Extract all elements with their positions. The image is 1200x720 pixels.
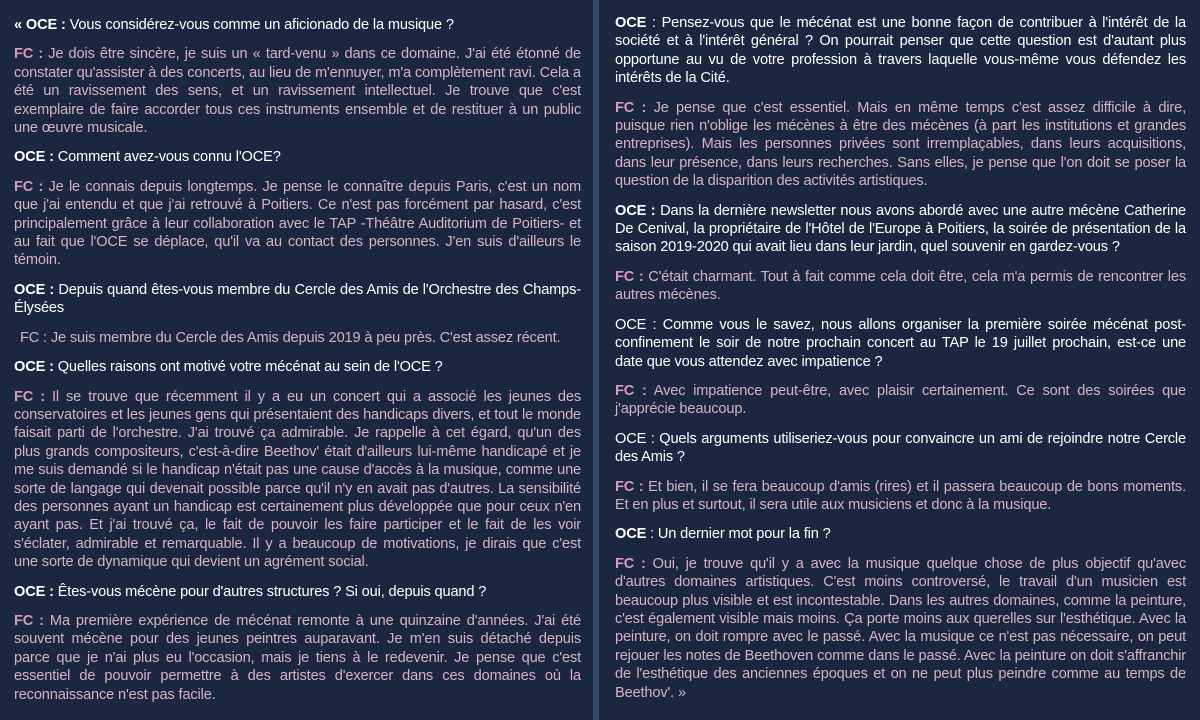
question-paragraph: [14, 148, 581, 166]
question-paragraph: [14, 281, 581, 318]
answer-paragraph: [615, 555, 1186, 702]
speaker-label: OCE :: [14, 281, 55, 298]
answer-text: Je le connais depuis longtemps. Je pense le connaître depuis Paris, c'est un nom que j'ai entendu et que j'ai retrouvé à Poitiers. Ce n'est pas forcément par hasard, c'est principalement grâce à leur collaboration avec le TAP -Théâtre Auditorium de Poitiers- et au fait que l'OCE se déplace, qu'il va au contact des personnes. J'en suis d'ailleurs le témoin.: [14, 178, 581, 269]
answer-text: Oui, je trouve qu'il y a avec la musique quelque chose de plus objectif qu'avec d'autres domaines artistiques. C'est moins controversé, le travail d'un musicien est beaucoup plus visible et est incontestable. Dans les autres domaines, comme la peinture, c'est également visible mais moins. Ça porte moins aux querelles sur l'esthétique. Avec la peinture, on doit rompre avec le passé. Avec la musique ce n'est pas nécessaire, on peut rejouer les notes de Beethoven comme dans le passé. Avec la peinture on doit s'affranchir de l'esthétique des anciennes époques et on ne peut plus peindre comme au temps de Beethov'. »: [615, 555, 1186, 701]
answer-paragraph: [14, 45, 581, 137]
answer-paragraph: [615, 382, 1186, 419]
answer-paragraph: [615, 99, 1186, 191]
question-text: : Un dernier mot pour la fin ?: [646, 526, 831, 543]
question-text: Depuis quand êtes-vous membre du Cercle des Amis de l'Orchestre des Champs- Élysées: [14, 281, 581, 317]
speaker-label: OCE: [615, 15, 647, 31]
answer-text: FC : Je suis membre du Cercle des Amis depuis 2019 à peu près. C'est assez récent.: [20, 329, 561, 346]
question-paragraph: [14, 358, 581, 376]
question-paragraph: [14, 583, 581, 601]
question-paragraph: [615, 525, 1186, 543]
speaker-label: FC :: [14, 46, 44, 63]
speaker-label: OCE :: [14, 359, 54, 376]
answer-text: Il se trouve que récemment il y a eu un concert qui a associé les jeunes des conservatoires et les jeunes gens qui présentaient des handicaps divers, et tout le monde faisait parti de l'orchestre. J'ai trouvé ça admirable. Je rappelle à cet égard, qu'un des plus grands compositeurs, c'est-à-dire Beethov' était d'ailleurs lui-même handicapé et je me suis demandé si le handicap n'était pas une cause d'accès à la musique, comme une sorte de langage qui devenait possible parce qu'il n'y en avait pas d'autres. La sensibilité des personnes ayant un handicap est certainement plus développée que pour ceux n'en ayant pas. Et j'ai trouvé ça, le fait de pouvoir les faire participer et le fait de les voir s'éclater, admirable et remarquable. Il y a beaucoup de motivations, je dirais que c'est une sorte de dynamique qui devient un agrément social.: [14, 388, 581, 571]
speaker-label: FC :: [14, 388, 45, 405]
answer-text: Et bien, il se fera beaucoup d'amis (rires) et il passera beaucoup de bons moments. Et en plus et surtout, il sera utile aux musiciens et donc à la musique.: [615, 478, 1186, 513]
answer-paragraph: [14, 178, 581, 270]
speaker-label: FC :: [615, 268, 644, 285]
question-text: Êtes-vous mécène pour d'autres structures ? Si oui, depuis quand ?: [53, 583, 487, 600]
question-paragraph: [14, 16, 581, 34]
question-text: OCE : Quels arguments utiliseriez-vous pour convaincre un ami de rejoindre notre Cercle des Amis ?: [615, 430, 1186, 466]
speaker-label: FC :: [615, 99, 647, 116]
answer-paragraph: [615, 268, 1186, 305]
question-paragraph: [615, 316, 1186, 371]
speaker-label: OCE :: [615, 202, 656, 219]
question-paragraph: [615, 202, 1186, 257]
answer-text: Ma première expérience de mécénat remonte à une quinzaine d'années. J'ai été souvent mécène pour des jeunes peintres auparavant. Je m'en suis détaché depuis parce que je n'ai plus eu l'occasion, mais je tiens à le redevenir. Je pense que c'est essentiel de pouvoir permettre à des artistes d'exercer dans ces domaines où la reconnaissance n'est pas facile.: [14, 612, 582, 703]
answer-text: Avec impatience peut-être, avec plaisir certainement. Ce sont des soirées que j'apprécie beaucoup.: [615, 382, 1186, 418]
speaker-label: OCE :: [14, 149, 54, 166]
speaker-label: FC :: [615, 478, 644, 495]
speaker-label: OCE: [615, 526, 647, 543]
question-paragraph: [615, 14, 1186, 88]
answer-text: Je dois être sincère, je suis un « tard-venu » dans ce domaine. J'ai été étonné de constater qu'assister à des concerts, au lieu de m'ennuyer, m'a complètement ravi. Cela a été un ravissement des sens, et un ravissement intellectuel. Je trouve que c'est exemplaire de faire accorder tous ces instruments ensemble et de restituer à un public une œuvre musicale.: [14, 46, 581, 137]
speaker-label: FC :: [14, 178, 44, 195]
question-text: OCE : Comme vous le savez, nous allons organiser la première soirée mécénat post- confinement le soir de notre prochain concert au TAP le 19 juillet prochain, est-ce une date que vous attendez avec impatience ?: [615, 316, 1186, 370]
speaker-label: FC :: [615, 382, 647, 399]
speaker-label: FC :: [14, 612, 44, 629]
question-text: Comment avez-vous connu l'OCE?: [53, 149, 281, 166]
speaker-label: OCE :: [14, 583, 54, 600]
answer-paragraph: [615, 478, 1186, 515]
question-text: Vous considérez-vous comme un aficionado de la musique ?: [65, 17, 454, 33]
answer-text: Je pense que c'est essentiel. Mais en même temps c'est assez difficile à dire, puisque rien n'oblige les mécènes à être des mécènes (à part les institutions et grandes entreprises). Mais les personnes privées sont irremplaçables, dans leurs acquisitions, dans leur présence, dans leurs recherches. Sans elles, je pense que l'on doit se poser la question de la disparition des activités artistiques.: [615, 99, 1186, 190]
answer-paragraph: [14, 388, 581, 572]
question-paragraph: [615, 430, 1186, 467]
question-text: Quelles raisons ont motivé votre mécénat au sein de l'OCE ?: [53, 359, 443, 376]
left-column: [0, 0, 593, 720]
right-column: [599, 0, 1200, 720]
answer-text: C'était charmant. Tout à fait comme cela doit être, cela m'a permis de rencontrer les autres mécènes.: [615, 268, 1186, 304]
answer-paragraph: [14, 329, 581, 347]
answer-paragraph: [14, 612, 581, 704]
question-text: : Pensez-vous que le mécénat est une bonne façon de contribuer à l'intérêt de la société et à l'intérêt général ? On pourrait penser que cette question est d'autant plus opportune au vu de votre profession à travers laquelle vous-même vous défendez les intérêts de la Cité.: [615, 15, 1186, 87]
speaker-label: FC :: [615, 555, 646, 572]
speaker-label: « OCE :: [14, 17, 66, 33]
question-text: Dans la dernière newsletter nous avons abordé avec une autre mécène Catherine De Cenival, la propriétaire de l'Hôtel de l'Europe à Poitiers, la soirée de présentation de la saison 2019-2020 qui avait lieu dans leur jardin, quel souvenir en gardez-vous ?: [615, 202, 1186, 256]
